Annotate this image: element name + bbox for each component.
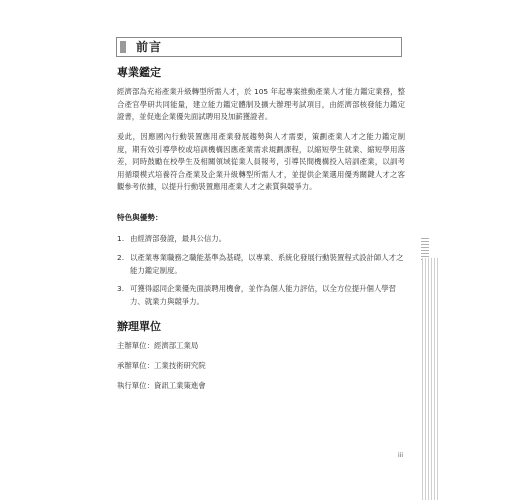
page-number: iii — [398, 452, 404, 459]
paragraph-intro: 經濟部為充裕產業升級轉型所需人才，於 105 年起專案推動產業人才能力鑑定業務，整合產官學研共同能量，建立能力鑑定體制及擴大辦理考試項目，由經濟部核發能力鑑定證書，並促進企業優先面試聘用及加薪獲證者。 — [117, 87, 405, 121]
organizer-contractor: 承辦單位：工業技術研究院 — [117, 361, 206, 370]
list-item — [117, 283, 405, 308]
title-accent-bar — [120, 41, 126, 53]
list-item — [117, 252, 405, 277]
list-item-number: 3. — [117, 284, 125, 293]
features-subheading: 特色與優勢： — [117, 213, 163, 222]
side-tab-decoration — [421, 238, 429, 260]
section-heading-organizers: 辦理單位 — [117, 320, 161, 333]
list-item-number: 2. — [117, 253, 125, 262]
page-title: 前言 — [136, 40, 163, 54]
list-item-text: 可獲得認同企業優先面談聘用機會，並作為個人能力評估，以全方位提升個人學習力、就業力與競爭力。 — [130, 284, 397, 306]
paragraph-background: 爰此，因應國內行動裝置應用產業發展趨勢與人才需要，策劃產業人才之能力鑑定制度，期有效引導學校或培訓機構因應產業需求規劃課程，以縮短學生就業、縮短學用落差，同時鼓勵在校學生及相關領域從業人員報考，引導民間機構投入培訓產業，以訓考用循環模式培養符合產業及企業升級轉型所需人才，並提供企業選用優秀關鍵人才之客觀參考依據，以提升行動裝置應用產業人才之素質與競爭力。 — [117, 132, 405, 191]
side-stripes-decoration — [422, 258, 440, 500]
list-item-text: 由經濟部發證，最具公信力。 — [130, 234, 227, 243]
list-item-number: 1. — [117, 234, 125, 243]
organizer-executor: 執行單位：資訊工業策進會 — [117, 381, 206, 390]
page-title-box — [116, 37, 402, 57]
list-item — [117, 233, 405, 246]
list-item-text: 以產業專業職務之職能基準為基礎，以專業、系統化發展行動裝置程式設計師人才之能力鑑定制度。 — [130, 253, 404, 275]
section-heading-certification: 專業鑑定 — [117, 66, 161, 79]
organizer-host: 主辦單位：經濟部工業局 — [117, 341, 199, 350]
